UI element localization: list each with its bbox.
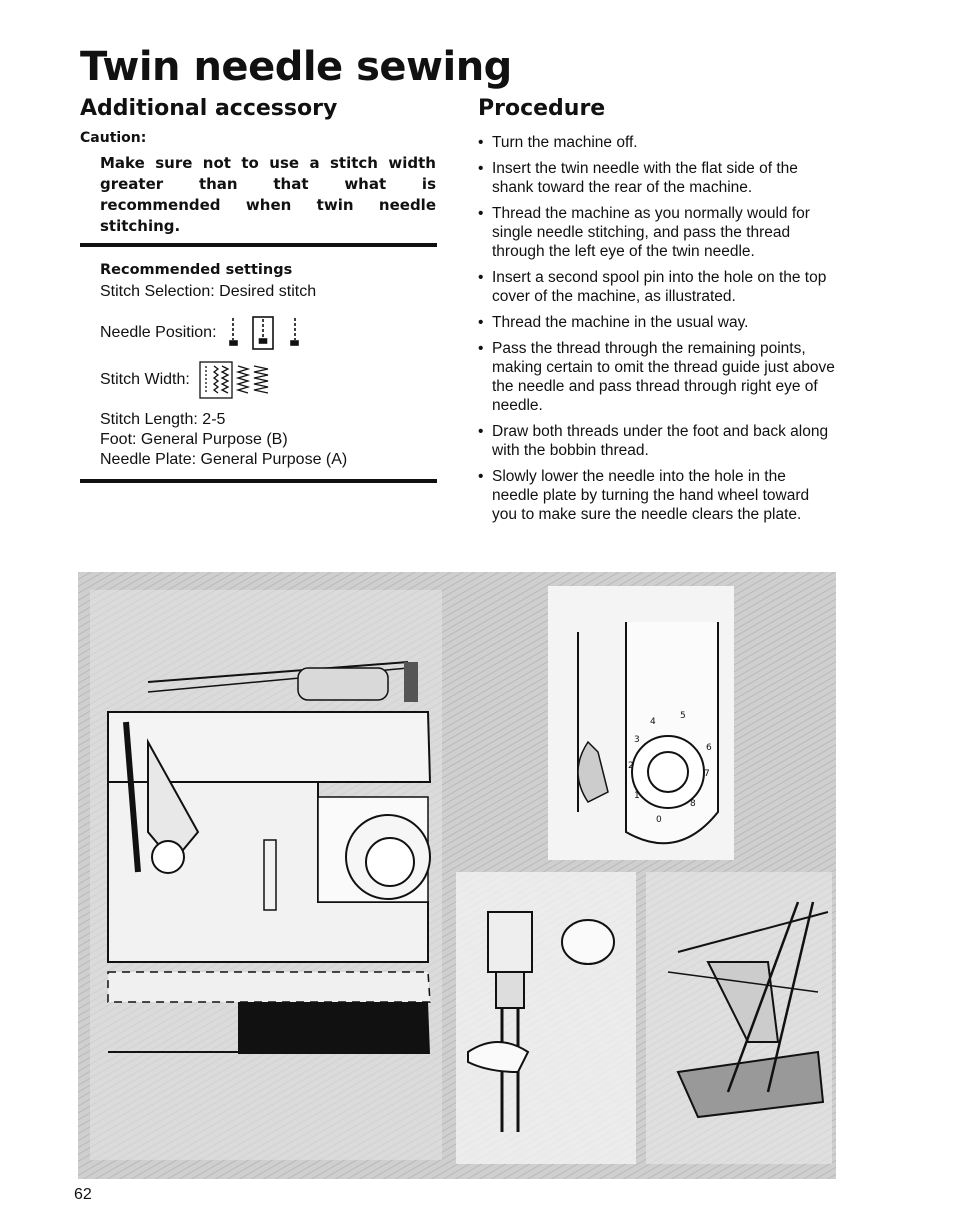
dial-number: 7 [704, 769, 710, 779]
divider-top [80, 243, 437, 247]
dial-number: 1 [634, 791, 640, 801]
needle-position-label: Needle Position: [100, 324, 217, 341]
procedure-step: • Insert a second spool pin into the hole on the top cover of the machine, as illustrated. [478, 268, 836, 306]
dial-number: 2 [628, 761, 634, 771]
machine-front-drawing [90, 590, 442, 1160]
procedure-step: • Thread the machine as you normally would for single needle stitching, and pass the thread through the left eye of the twin needle. [478, 204, 836, 261]
procedure-step: • Insert the twin needle with the flat side of the shank toward the rear of the machine. [478, 159, 836, 197]
dial-number: 3 [634, 735, 640, 745]
procedure-step: • Draw both threads under the foot and back along with the bobbin thread. [478, 422, 836, 460]
caution-label: Caution: [80, 130, 147, 146]
sewing-machine-illustration [78, 572, 836, 1179]
needle-position-icon [225, 316, 305, 350]
stitch-width-row [100, 360, 436, 400]
stitch-dial-drawing [548, 586, 734, 860]
procedure-heading: Procedure [478, 96, 606, 121]
dial-number: 6 [706, 743, 712, 753]
needle-plate: Needle Plate: General Purpose (A) [100, 451, 348, 468]
accessory-heading: Additional accessory [80, 96, 338, 121]
divider-bottom [80, 479, 437, 483]
dial-number: 8 [690, 799, 696, 809]
procedure-step: • Slowly lower the needle into the hole in the needle plate by turning the hand wheel toward you to make sure the needle clears the plate. [478, 467, 836, 524]
procedure-list [478, 133, 836, 531]
procedure-step: • Turn the machine off. [478, 133, 836, 152]
stitch-selection: Stitch Selection: Desired stitch [100, 283, 317, 300]
dial-number: 5 [680, 711, 686, 721]
illustration-panel [78, 572, 836, 1179]
settings-title: Recommended settings [100, 262, 293, 278]
stitch-width-icon [198, 360, 278, 400]
page-title: Twin needle sewing [80, 44, 512, 90]
procedure-step: • Pass the thread through the remaining points, making certain to omit the thread guide just above the needle and pass thread through right eye of needle. [478, 339, 836, 415]
stitch-width-label: Stitch Width: [100, 371, 190, 388]
stitch-length: Stitch Length: 2-5 [100, 411, 226, 428]
foot: Foot: General Purpose (B) [100, 431, 288, 448]
dial-number: 0 [656, 815, 662, 825]
dial-number: 4 [650, 717, 656, 727]
caution-text: Make sure not to use a stitch width greater than that what is recommended when twin needle stitching. [100, 154, 436, 235]
recommended-settings [100, 262, 436, 470]
needle-position-row [100, 316, 436, 350]
procedure-step: • Thread the machine in the usual way. [478, 313, 836, 332]
twin-needle-drawing [456, 872, 636, 1164]
presser-foot-drawing [646, 872, 832, 1164]
page-number: 62 [74, 1186, 92, 1203]
